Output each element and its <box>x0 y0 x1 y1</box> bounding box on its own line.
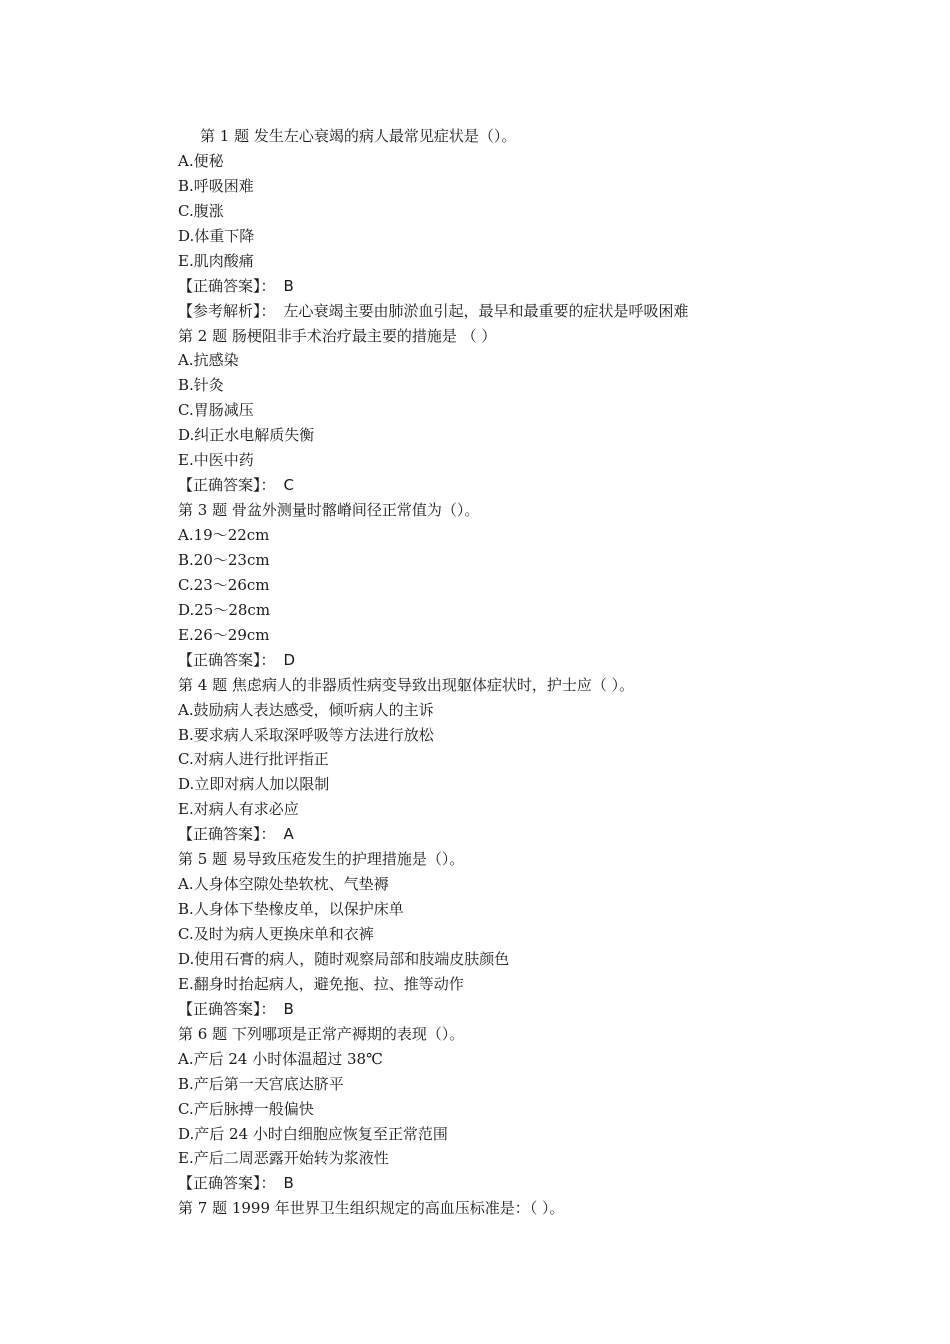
document-body <box>178 124 798 1221</box>
option-c: C.产后脉搏一般偏快 <box>178 1099 314 1118</box>
answer-value: B <box>283 1174 294 1193</box>
option-c: C.胃肠减压 <box>178 401 254 420</box>
option-d: D.25～28cm <box>178 600 271 619</box>
option-c: C.23～26cm <box>178 575 270 594</box>
option-d: D.立即对病人加以限制 <box>178 775 330 794</box>
answer-value: D <box>283 650 296 669</box>
answer-line <box>178 473 798 498</box>
option-e: E.中医中药 <box>178 451 254 470</box>
answer-label: 【正确答案】： <box>178 825 276 844</box>
answer-line <box>178 997 798 1022</box>
option-b: B.针灸 <box>178 376 224 395</box>
option-b: B.人身体下垫橡皮单，以保护床单 <box>178 900 404 919</box>
option-b: B.20～23cm <box>178 550 270 569</box>
option-d: D.体重下降 <box>178 226 255 245</box>
option-a: A.便秘 <box>178 151 224 170</box>
answer-label: 【正确答案】： <box>178 1174 276 1193</box>
option-c: C.对病人进行批评指正 <box>178 750 329 769</box>
answer-line <box>178 822 798 847</box>
option-a: A.人身体空隙处垫软枕、气垫褥 <box>178 875 389 894</box>
option-d: D.使用石膏的病人，随时观察局部和肢端皮肤颜色 <box>178 949 510 968</box>
explanation-text: 左心衰竭主要由肺淤血引起，最早和最重要的症状是呼吸困难 <box>283 301 689 320</box>
option-e: E.翻身时抬起病人，避免拖、拉、推等动作 <box>178 974 464 993</box>
option-b: B.呼吸困难 <box>178 176 254 195</box>
option-e: E.对病人有求必应 <box>178 800 299 819</box>
answer-label: 【正确答案】： <box>178 476 276 495</box>
option-a: A.鼓励病人表达感受，倾听病人的主诉 <box>178 700 434 719</box>
option-d: D.纠正水电解质失衡 <box>178 426 315 445</box>
question-stem: 第 6 题 下列哪项是正常产褥期的表现（）。 <box>178 1024 465 1043</box>
answer-value: B <box>283 276 294 295</box>
answer-label: 【正确答案】： <box>178 650 276 669</box>
option-a: A.19～22cm <box>178 526 270 544</box>
option-c: C.及时为病人更换床单和衣裤 <box>178 925 374 943</box>
answer-label: 【正确答案】： <box>178 276 276 295</box>
explanation-line <box>178 299 798 324</box>
answer-value: B <box>283 999 294 1018</box>
option-a: A.产后 24 小时体温超过 38℃ <box>178 1049 383 1068</box>
option-e: E.产后二周恶露开始转为浆液性 <box>178 1149 389 1168</box>
option-c: C.腹涨 <box>178 201 224 220</box>
answer-label: 【正确答案】： <box>178 999 276 1018</box>
answer-line <box>178 648 798 673</box>
question-stem: 第 2 题 肠梗阻非手术治疗最主要的措施是 （ ） <box>178 326 497 345</box>
answer-value: C <box>283 476 294 495</box>
question-stem: 第 3 题 骨盆外测量时髂嵴间径正常值为（）。 <box>178 501 480 520</box>
option-b: B.要求病人采取深呼吸等方法进行放松 <box>178 725 434 744</box>
option-b: B.产后第一天宫底达脐平 <box>178 1074 344 1093</box>
answer-value: A <box>283 825 294 844</box>
answer-line <box>178 274 798 299</box>
question-stem: 第 4 题 焦虑病人的非器质性病变导致出现躯体症状时，护士应（ ）。 <box>178 675 635 694</box>
explanation-label: 【参考解析】： <box>178 301 276 320</box>
question-stem: 第 1 题 发生左心衰竭的病人最常见症状是（）。 <box>200 127 517 145</box>
question-stem: 第 7 题 1999 年世界卫生组织规定的高血压标准是：（ ）。 <box>178 1199 565 1218</box>
question-stem: 第 5 题 易导致压疮发生的护理措施是（）。 <box>178 850 465 869</box>
answer-line <box>178 1171 798 1196</box>
option-d: D.产后 24 小时白细胞应恢复至正常范围 <box>178 1124 448 1143</box>
option-e: E.肌肉酸痛 <box>178 251 254 270</box>
option-e: E.26～29cm <box>178 625 270 644</box>
option-a: A.抗感染 <box>178 351 239 370</box>
